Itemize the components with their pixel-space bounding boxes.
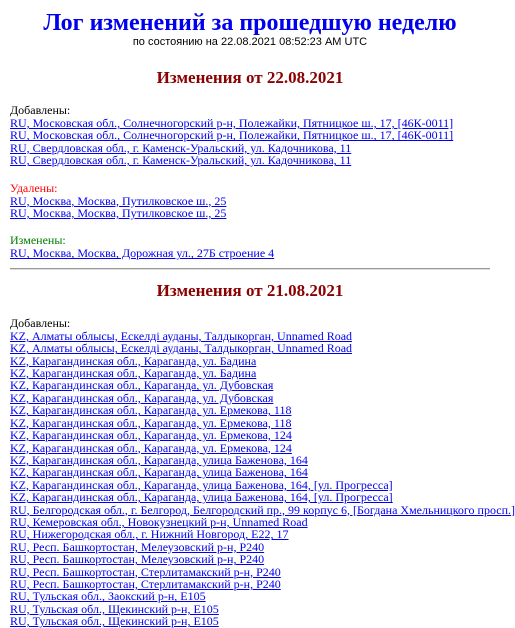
location-link[interactable]: RU, Москва, Москва, Путилковское ш., 25 xyxy=(10,193,227,208)
location-link[interactable]: KZ, Карагандинская обл., Караганда, улица Баженова, 164 xyxy=(10,452,308,467)
removed-label: Удалены: xyxy=(10,180,58,195)
changed-list xyxy=(10,247,490,259)
location-link[interactable]: KZ, Алматы облысы, Ескелді ауданы, Талдыкорган, Unnamed Road xyxy=(10,328,353,343)
location-link[interactable]: KZ, Карагандинская обл., Караганда, ул. Бадина xyxy=(10,366,257,381)
location-link[interactable]: KZ, Карагандинская обл., Караганда, улица Баженова, 164, [ул. Прогресса] xyxy=(10,490,393,505)
location-link[interactable]: KZ, Карагандинская обл., Караганда, ул. Бадина xyxy=(10,353,257,368)
changed-label: Изменены: xyxy=(10,233,66,248)
section-divider xyxy=(10,268,490,270)
added-label: Добавлены: xyxy=(10,103,71,117)
location-link[interactable]: KZ, Алматы облысы, Ескелді ауданы, Талдыкорган, Unnamed Road xyxy=(10,341,353,356)
location-link[interactable]: RU, Кемеровская обл., Новокузнецкий р-н, Unnamed Road xyxy=(10,514,308,529)
location-link[interactable]: RU, Белгородская обл., г. Белгород, Белгородский пр., 99 корпус 6, [Богдана Хмельницкого просп.] xyxy=(10,502,515,517)
added-list xyxy=(10,117,490,167)
removed-list xyxy=(10,195,490,220)
location-link[interactable]: KZ, Карагандинская обл., Караганда, улица Баженова, 164, [ул. Прогресса] xyxy=(10,477,393,492)
added-label: Добавлены: xyxy=(10,315,71,330)
location-link[interactable]: RU, Москва, Москва, Дорожная ул., 27Б строение 4 xyxy=(10,246,275,261)
list-item xyxy=(10,247,490,259)
section-heading: Изменения от 21.08.2021 xyxy=(156,280,344,300)
list-item xyxy=(10,207,490,219)
list-item xyxy=(10,154,490,166)
location-link[interactable]: RU, Респ. Башкортостан, Мелеузовский р-н, Р240 xyxy=(10,539,265,554)
location-link[interactable]: RU, Свердловская обл., г. Каменск-Уральский, ул. Кадочникова, 11 xyxy=(10,153,352,168)
location-link[interactable]: RU, Свердловская обл., г. Каменск-Уральский, ул. Кадочникова, 11 xyxy=(10,140,352,155)
location-link[interactable]: RU, Тульская обл., Щекинский р-н, E105 xyxy=(10,614,219,628)
location-link[interactable]: RU, Московская обл., Солнечногорский р-н, Полежайки, Пятницкое ш., 17, [46К-0011] xyxy=(10,116,454,130)
added-list xyxy=(10,328,515,628)
location-link[interactable]: KZ, Карагандинская обл., Караганда, ул. Ермекова, 124 xyxy=(10,428,292,443)
location-link[interactable]: KZ, Карагандинская обл., Караганда, ул. Дубовская xyxy=(10,390,274,405)
section-heading: Изменения от 22.08.2021 xyxy=(156,68,344,87)
location-link[interactable]: KZ, Карагандинская обл., Караганда, ул. Ермекова, 118 xyxy=(10,403,292,418)
location-link[interactable]: KZ, Карагандинская обл., Караганда, ул. Ермекова, 118 xyxy=(10,415,292,430)
section-2021-08-21 xyxy=(0,280,515,628)
list-item xyxy=(10,615,490,627)
section-2021-08-22 xyxy=(0,68,500,260)
location-link[interactable]: RU, Тульская обл., Щекинский р-н, E105 xyxy=(10,601,219,616)
location-link[interactable]: RU, Москва, Москва, Путилковское ш., 25 xyxy=(10,206,227,221)
location-link[interactable]: RU, Респ. Башкортостан, Стерлитамакский р-н, Р240 xyxy=(10,576,281,591)
location-link[interactable]: RU, Нижегородская обл., г. Нижний Новгород, E22, 17 xyxy=(10,527,289,542)
location-link[interactable]: RU, Респ. Башкортостан, Стерлитамакский р-н, Р240 xyxy=(10,564,281,579)
location-link[interactable]: KZ, Карагандинская обл., Караганда, ул. Ермекова, 124 xyxy=(10,440,292,455)
location-link[interactable]: KZ, Карагандинская обл., Караганда, улица Баженова, 164 xyxy=(10,465,308,480)
location-link[interactable]: RU, Тульская обл., Заокский р-н, E105 xyxy=(10,589,206,604)
page-subtitle: по состоянию на 22.08.2021 08:52:23 AM UTC xyxy=(132,36,368,48)
location-link[interactable]: KZ, Карагандинская обл., Караганда, ул. Дубовская xyxy=(10,378,274,393)
page-title: Лог изменений за прошедшую неделю xyxy=(43,10,457,36)
location-link[interactable]: RU, Респ. Башкортостан, Мелеузовский р-н, Р240 xyxy=(10,552,265,567)
location-link[interactable]: RU, Московская обл., Солнечногорский р-н, Полежайки, Пятницкое ш., 17, [46К-0011] xyxy=(10,128,454,143)
